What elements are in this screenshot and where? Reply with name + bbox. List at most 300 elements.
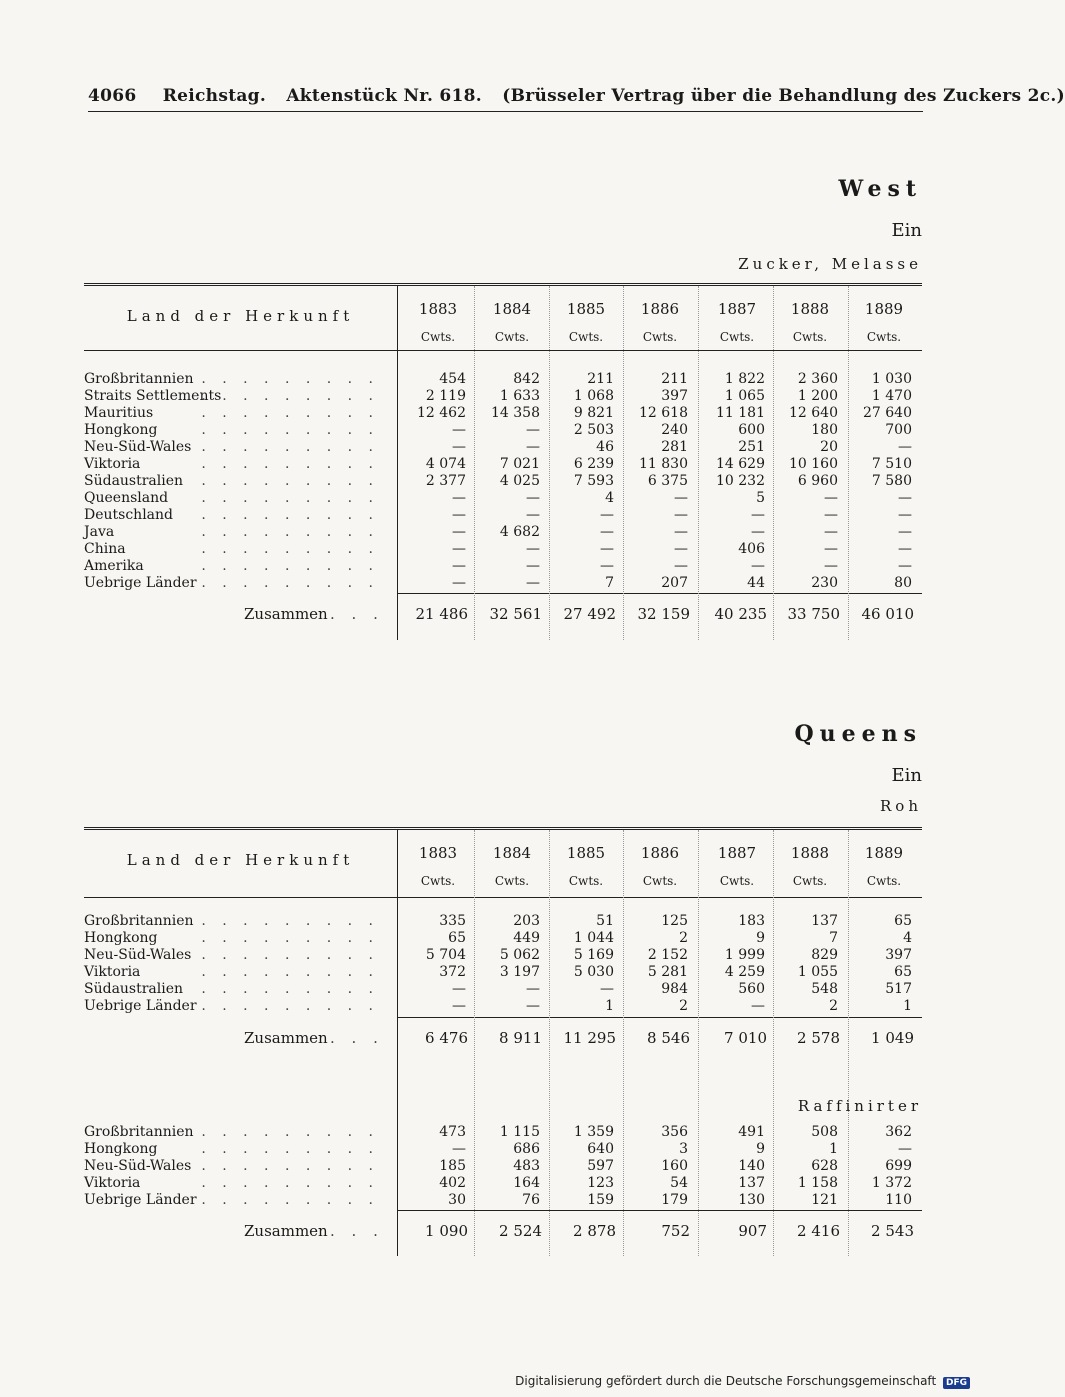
table-cell: — <box>526 575 540 591</box>
table-cell: 185 <box>439 1158 466 1174</box>
table-cell: 240 <box>661 422 688 438</box>
table-cell: 230 <box>811 575 838 591</box>
table-cell: 1 <box>605 998 614 1014</box>
total-value: 752 <box>661 1222 690 1240</box>
country-name <box>84 490 384 507</box>
country-label: Deutschland <box>84 507 173 523</box>
leader-dots-fill: . . . . . . . . . <box>201 388 379 404</box>
label-divider <box>397 286 398 640</box>
table-cell: — <box>452 524 466 540</box>
table-row <box>84 405 924 422</box>
leader-dots-fill: . . . . . . . . . <box>201 1175 379 1191</box>
table-cell: 54 <box>670 1175 688 1191</box>
leader-dots-fill: . . . . . . . . . <box>201 981 379 997</box>
total-value: 27 492 <box>563 605 616 623</box>
table-cell: — <box>452 507 466 523</box>
table-cell: — <box>751 524 765 540</box>
table-cell: 1 633 <box>499 388 540 404</box>
total-value: 2 416 <box>797 1222 840 1240</box>
total-value: 2 878 <box>573 1222 616 1240</box>
table-row <box>84 524 924 541</box>
table-cell: — <box>600 981 614 997</box>
table-cell: — <box>526 490 540 506</box>
table-row <box>84 964 924 981</box>
year-label: 1883 <box>418 844 458 862</box>
table-cell: 842 <box>513 371 540 387</box>
total-value: 21 486 <box>415 605 468 623</box>
table-cell: 700 <box>885 422 912 438</box>
table-cell: 9 821 <box>573 405 614 421</box>
table-cell: — <box>600 524 614 540</box>
table-cell: 508 <box>811 1124 838 1140</box>
table-row <box>84 1141 924 1158</box>
table-cell: 2 377 <box>425 473 466 489</box>
table-cell: 140 <box>738 1158 765 1174</box>
unit-label: Cwts. <box>719 874 755 888</box>
total-rule <box>397 1017 922 1018</box>
table-cell: 473 <box>439 1124 466 1140</box>
table-row <box>84 930 924 947</box>
table-cell: — <box>751 507 765 523</box>
total-leader-dots: . . . <box>330 1222 384 1240</box>
unit-label: Cwts. <box>792 330 828 344</box>
country-label: Hongkong <box>84 422 158 438</box>
table-row <box>84 981 924 998</box>
table-cell: — <box>600 541 614 557</box>
table-cell: 110 <box>885 1192 912 1208</box>
total-value: 46 010 <box>861 605 914 623</box>
table-cell: — <box>898 541 912 557</box>
total-label: Zusammen <box>244 1222 328 1240</box>
table-cell: — <box>824 507 838 523</box>
table-cell: 2 360 <box>797 371 838 387</box>
table-row <box>84 558 924 575</box>
table-cell: 984 <box>661 981 688 997</box>
table-cell: — <box>526 981 540 997</box>
country-name <box>84 575 384 592</box>
table-cell: 183 <box>738 913 765 929</box>
total-value: 8 546 <box>647 1029 690 1047</box>
country-label: Amerika <box>84 558 144 574</box>
table-cell: 7 <box>829 930 838 946</box>
land-der-herkunft-header: Land der Herkunft <box>126 307 355 325</box>
country-name <box>84 558 384 575</box>
table-cell: — <box>600 558 614 574</box>
table-cell: 372 <box>439 964 466 980</box>
total-value: 8 911 <box>499 1029 542 1047</box>
year-label: 1887 <box>717 300 757 318</box>
table-cell: — <box>526 998 540 1014</box>
land-der-herkunft-header: Land der Herkunft <box>126 851 355 869</box>
digitization-credit <box>515 1374 970 1389</box>
table-cell: 454 <box>439 371 466 387</box>
table-cell: 51 <box>596 913 614 929</box>
year-label: 1888 <box>790 844 830 862</box>
table-cell: 164 <box>513 1175 540 1191</box>
table-cell: — <box>674 541 688 557</box>
table-cell: 211 <box>661 371 688 387</box>
table-cell: 628 <box>811 1158 838 1174</box>
country-name <box>84 1141 384 1158</box>
leader-dots-fill: . . . . . . . . . <box>201 439 379 455</box>
table-cell: 356 <box>661 1124 688 1140</box>
column-divider <box>474 286 475 640</box>
year-label: 1884 <box>492 300 532 318</box>
table-cell: 203 <box>513 913 540 929</box>
table-cell: 179 <box>661 1192 688 1208</box>
total-label: Zusammen <box>244 605 328 623</box>
table-cell: — <box>452 541 466 557</box>
table-cell: — <box>898 524 912 540</box>
country-label: Queensland <box>84 490 169 506</box>
year-column-header <box>847 844 921 888</box>
table-cell: 2 <box>679 998 688 1014</box>
unit-label: Cwts. <box>719 330 755 344</box>
country-name <box>84 998 384 1015</box>
table-cell: 1 044 <box>573 930 614 946</box>
total-value: 32 561 <box>489 605 542 623</box>
year-label: 1883 <box>418 300 458 318</box>
country-label: Uebrige Länder <box>84 1192 197 1208</box>
table-row <box>84 473 924 490</box>
country-label: Südaustralien <box>84 981 184 997</box>
section2-subtitle: Ein <box>891 765 922 786</box>
country-name <box>84 541 384 558</box>
column-divider <box>698 286 699 640</box>
leader-dots-fill: . . . . . . . . . <box>201 541 379 557</box>
table-top-rule <box>84 827 922 828</box>
table-cell: 12 462 <box>417 405 466 421</box>
leader-dots-fill: . . . . . . . . . <box>201 1124 379 1140</box>
table-cell: 130 <box>738 1192 765 1208</box>
table-cell: 207 <box>661 575 688 591</box>
table-cell: 1 822 <box>724 371 765 387</box>
unit-label: Cwts. <box>568 874 604 888</box>
page-number: 4066 <box>88 86 137 106</box>
table-cell: — <box>452 439 466 455</box>
table-cell: 1 359 <box>573 1124 614 1140</box>
table-row <box>84 388 924 405</box>
table-row <box>84 575 924 592</box>
country-name <box>84 405 384 422</box>
country-name <box>84 1175 384 1192</box>
country-label: Straits Settlements <box>84 388 222 404</box>
table-cell: — <box>824 541 838 557</box>
total-value: 40 235 <box>714 605 767 623</box>
section3-subtitle: Raffinirter <box>797 1097 922 1115</box>
table-cell: 686 <box>513 1141 540 1157</box>
table-cell: 1 065 <box>724 388 765 404</box>
year-label: 1886 <box>640 844 680 862</box>
unit-label: Cwts. <box>568 330 604 344</box>
table-cell: 46 <box>596 439 614 455</box>
country-label: Mauritius <box>84 405 154 421</box>
table-cell: — <box>674 490 688 506</box>
year-column-header <box>549 300 623 344</box>
table-cell: 3 197 <box>499 964 540 980</box>
country-label: Südaustralien <box>84 473 184 489</box>
table-cell: — <box>600 507 614 523</box>
table-cell: 1 470 <box>871 388 912 404</box>
country-label: Neu-Süd-Wales <box>84 947 192 963</box>
table-cell: — <box>526 558 540 574</box>
table-cell: — <box>452 998 466 1014</box>
table-cell: 7 593 <box>573 473 614 489</box>
unit-label: Cwts. <box>642 874 678 888</box>
year-column-header <box>700 844 774 888</box>
table-cell: 14 358 <box>491 405 540 421</box>
table-row <box>84 947 924 964</box>
year-column-header <box>773 844 847 888</box>
table-cell: 80 <box>894 575 912 591</box>
table-cell: 5 704 <box>425 947 466 963</box>
table-cell: 5 062 <box>499 947 540 963</box>
table-cell: 560 <box>738 981 765 997</box>
year-column-header <box>773 300 847 344</box>
table-cell: 491 <box>738 1124 765 1140</box>
header-bottom-rule <box>84 350 922 351</box>
table-cell: 2 <box>679 930 688 946</box>
country-name <box>84 964 384 981</box>
table-cell: 597 <box>587 1158 614 1174</box>
year-label: 1889 <box>864 300 904 318</box>
table-cell: 517 <box>885 981 912 997</box>
total-value: 6 476 <box>425 1029 468 1047</box>
leader-dots-fill: . . . . . . . . . <box>201 507 379 523</box>
leader-dots-fill: . . . . . . . . . <box>201 456 379 472</box>
table-cell: 137 <box>738 1175 765 1191</box>
table-row <box>84 913 924 930</box>
total-value: 907 <box>738 1222 767 1240</box>
country-label: Uebrige Länder <box>84 998 197 1014</box>
table-cell: 12 618 <box>639 405 688 421</box>
table-cell: 10 160 <box>789 456 838 472</box>
country-label: Großbritannien <box>84 913 194 929</box>
table-row <box>84 439 924 456</box>
table-cell: 548 <box>811 981 838 997</box>
dfg-logo: DFG <box>943 1377 970 1389</box>
page-header <box>88 86 1065 106</box>
table-cell: — <box>452 490 466 506</box>
leader-dots-fill: . . . . . . . . . <box>201 422 379 438</box>
leader-dots-fill: . . . . . . . . . <box>201 930 379 946</box>
country-name <box>84 371 384 388</box>
unit-label: Cwts. <box>420 330 456 344</box>
table-cell: 402 <box>439 1175 466 1191</box>
table-cell: 9 <box>756 1141 765 1157</box>
table-row <box>84 998 924 1015</box>
table-cell: 9 <box>756 930 765 946</box>
country-label: Hongkong <box>84 930 158 946</box>
total-value: 7 010 <box>724 1029 767 1047</box>
table-cell: 137 <box>811 913 838 929</box>
unit-label: Cwts. <box>866 874 902 888</box>
country-name <box>84 456 384 473</box>
table-cell: 1 200 <box>797 388 838 404</box>
year-label: 1885 <box>566 300 606 318</box>
total-rule <box>397 1210 922 1211</box>
table-cell: 483 <box>513 1158 540 1174</box>
leader-dots-fill: . . . . . . . . . <box>201 558 379 574</box>
country-name <box>84 1158 384 1175</box>
unit-label: Cwts. <box>792 874 828 888</box>
country-label: Uebrige Länder <box>84 575 197 591</box>
table-cell: 449 <box>513 930 540 946</box>
year-column-header <box>401 844 475 888</box>
table-row <box>84 541 924 558</box>
table-cell: 1 068 <box>573 388 614 404</box>
country-name <box>84 473 384 490</box>
table-cell: — <box>674 558 688 574</box>
table-cell: 11 181 <box>716 405 765 421</box>
country-name <box>84 1124 384 1141</box>
table-cell: 1 115 <box>499 1124 540 1140</box>
table-cell: 125 <box>661 913 688 929</box>
year-column-header <box>475 300 549 344</box>
year-label: 1884 <box>492 844 532 862</box>
country-label: Großbritannien <box>84 371 194 387</box>
table-cell: 5 030 <box>573 964 614 980</box>
table-cell: 1 <box>903 998 912 1014</box>
leader-dots-fill: . . . . . . . . . <box>201 473 379 489</box>
table-row <box>84 490 924 507</box>
table-cell: 160 <box>661 1158 688 1174</box>
leader-dots-fill: . . . . . . . . . <box>201 964 379 980</box>
year-column-header <box>847 300 921 344</box>
country-name <box>84 913 384 930</box>
table-cell: — <box>526 507 540 523</box>
total-value: 11 295 <box>563 1029 616 1047</box>
header-rule <box>88 111 923 112</box>
table-cell: 65 <box>894 913 912 929</box>
section1-subtitle2: Zucker, Melasse <box>738 255 922 273</box>
table-cell: — <box>526 422 540 438</box>
unit-label: Cwts. <box>866 330 902 344</box>
country-name <box>84 388 384 405</box>
leader-dots-fill: . . . . . . . . . <box>201 371 379 387</box>
country-name <box>84 439 384 456</box>
year-column-header <box>549 844 623 888</box>
unit-label: Cwts. <box>420 874 456 888</box>
table-cell: — <box>526 439 540 455</box>
table-cell: — <box>452 1141 466 1157</box>
table-cell: 6 375 <box>647 473 688 489</box>
table-cell: — <box>452 422 466 438</box>
table-row <box>84 456 924 473</box>
country-name <box>84 422 384 439</box>
country-name <box>84 507 384 524</box>
table-cell: 5 <box>756 490 765 506</box>
table-cell: 335 <box>439 913 466 929</box>
section2-subtitle2: Roh <box>880 797 922 815</box>
leader-dots-fill: . . . . . . . . . <box>201 1141 379 1157</box>
year-label: 1887 <box>717 844 757 862</box>
year-label: 1886 <box>640 300 680 318</box>
table-cell: — <box>898 558 912 574</box>
country-name <box>84 947 384 964</box>
table-cell: 121 <box>811 1192 838 1208</box>
table-cell: 5 169 <box>573 947 614 963</box>
table-cell: 2 503 <box>573 422 614 438</box>
country-label: Hongkong <box>84 1141 158 1157</box>
year-column-header <box>475 844 549 888</box>
table-cell: 65 <box>894 964 912 980</box>
leader-dots-fill: . . . . . . . . . <box>201 913 379 929</box>
country-name <box>84 1192 384 1209</box>
table-row <box>84 1175 924 1192</box>
unit-label: Cwts. <box>494 874 530 888</box>
leader-dots-fill: . . . . . . . . . <box>201 405 379 421</box>
section2-title: Queens <box>794 721 922 747</box>
table-cell: — <box>452 575 466 591</box>
table-cell: 600 <box>738 422 765 438</box>
leader-dots-fill: . . . . . . . . . <box>201 998 379 1014</box>
table-top-rule-2 <box>84 285 922 286</box>
year-column-header <box>623 844 697 888</box>
leader-dots-fill: . . . . . . . . . <box>201 1158 379 1174</box>
table-cell: 7 510 <box>871 456 912 472</box>
year-label: 1888 <box>790 300 830 318</box>
table-cell: 180 <box>811 422 838 438</box>
table-cell: 4 <box>903 930 912 946</box>
total-value: 1 049 <box>871 1029 914 1047</box>
year-label: 1889 <box>864 844 904 862</box>
column-divider <box>773 286 774 640</box>
table-cell: 1 <box>829 1141 838 1157</box>
table-cell: — <box>751 558 765 574</box>
table-cell: 829 <box>811 947 838 963</box>
table-cell: 76 <box>522 1192 540 1208</box>
year-label: 1885 <box>566 844 606 862</box>
table-cell: 14 629 <box>716 456 765 472</box>
table-cell: — <box>898 507 912 523</box>
year-column-header <box>401 300 475 344</box>
country-name <box>84 981 384 998</box>
table-cell: 4 682 <box>499 524 540 540</box>
total-value: 33 750 <box>787 605 840 623</box>
table-cell: 7 580 <box>871 473 912 489</box>
country-label: Großbritannien <box>84 1124 194 1140</box>
table-cell: 6 239 <box>573 456 614 472</box>
table-top-rule-2 <box>84 829 922 830</box>
table-cell: — <box>452 981 466 997</box>
section1-title: West <box>838 176 922 202</box>
table-cell: — <box>751 998 765 1014</box>
table-cell: 1 030 <box>871 371 912 387</box>
table-cell: — <box>526 541 540 557</box>
table-cell: 1 055 <box>797 964 838 980</box>
table-cell: 4 259 <box>724 964 765 980</box>
table-cell: 65 <box>448 930 466 946</box>
year-column-header <box>623 300 697 344</box>
table-cell: 2 <box>829 998 838 1014</box>
table-cell: 2 119 <box>425 388 466 404</box>
table-cell: 10 232 <box>716 473 765 489</box>
table-cell: 397 <box>661 388 688 404</box>
table-cell: 6 960 <box>797 473 838 489</box>
leader-dots-fill: . . . . . . . . . <box>201 1192 379 1208</box>
table-row <box>84 1124 924 1141</box>
table-cell: 4 025 <box>499 473 540 489</box>
table-cell: 4 074 <box>425 456 466 472</box>
table-row <box>84 371 924 388</box>
country-label: Viktoria <box>84 456 141 472</box>
country-name <box>84 524 384 541</box>
table-cell: 640 <box>587 1141 614 1157</box>
table-cell: 123 <box>587 1175 614 1191</box>
table-cell: 11 830 <box>639 456 688 472</box>
total-value: 32 159 <box>637 605 690 623</box>
